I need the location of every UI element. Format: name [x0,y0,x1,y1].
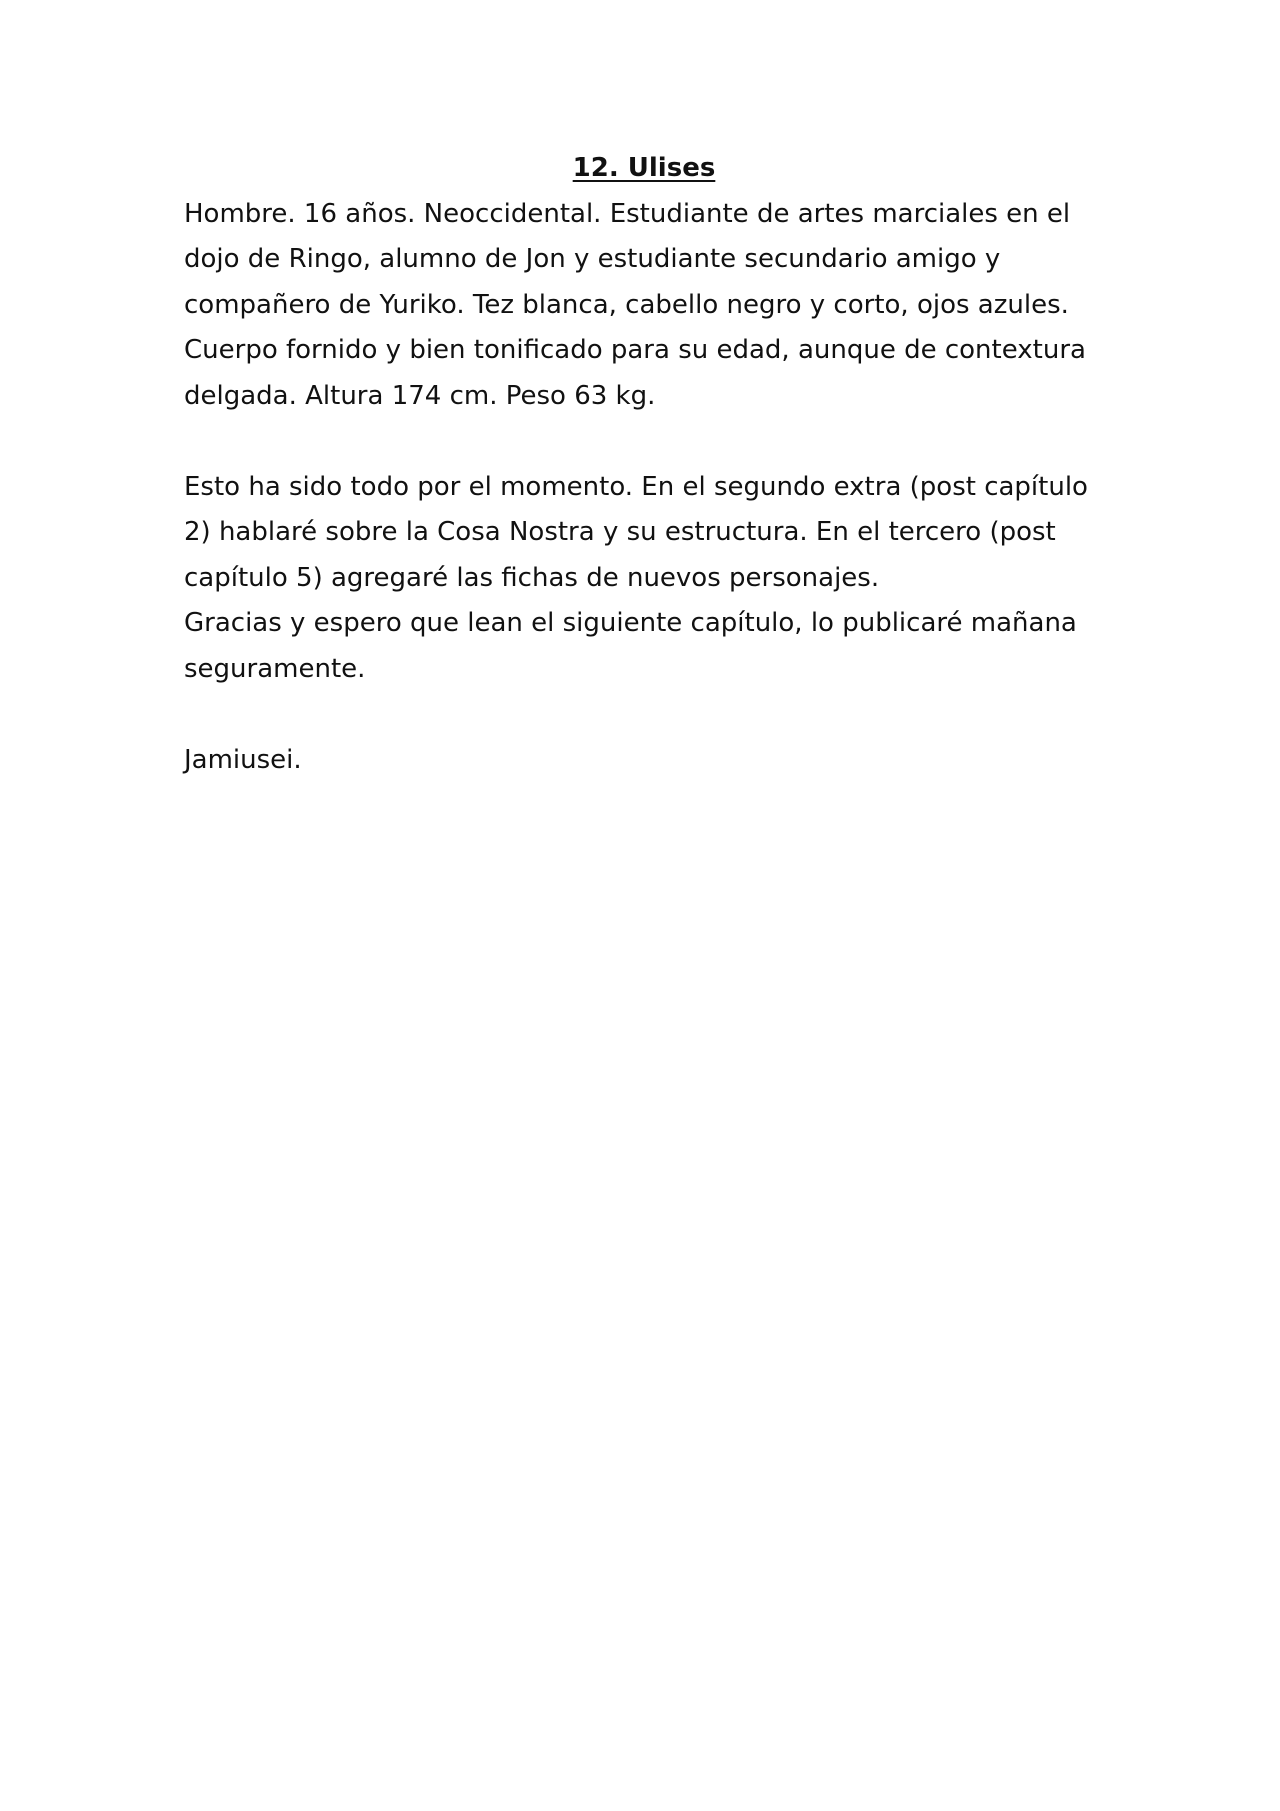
thanks-note: Gracias y espero que lean el siguiente capítulo, lo publicaré mañana seguramente. [184,608,1077,684]
closing-note: Esto ha sido todo por el momento. En el segundo extra (post capítulo 2) hablaré sobre la Cosa Nostra y su estructura. En el tercero (post capítulo 5) agregaré las fichas de nuevos personajes. [184,471,1088,593]
author-signature: Jamiusei. [184,744,302,775]
document-body [184,146,1104,783]
character-description: Hombre. 16 años. Neoccidental. Estudiante de artes marciales en el dojo de Ringo, alumno de Jon y estudiante secundario amigo y compañero de Yuriko. Tez blanca, cabello negro y corto, ojos azules. Cuerpo fornido y bien tonificado para su edad, aunque de contextura delgada. Altura 174 cm. Peso 63 kg. [184,198,1086,411]
paragraph-spacer [184,419,1104,465]
paragraph-spacer [184,692,1104,738]
section-title: 12. Ulises [572,153,716,183]
